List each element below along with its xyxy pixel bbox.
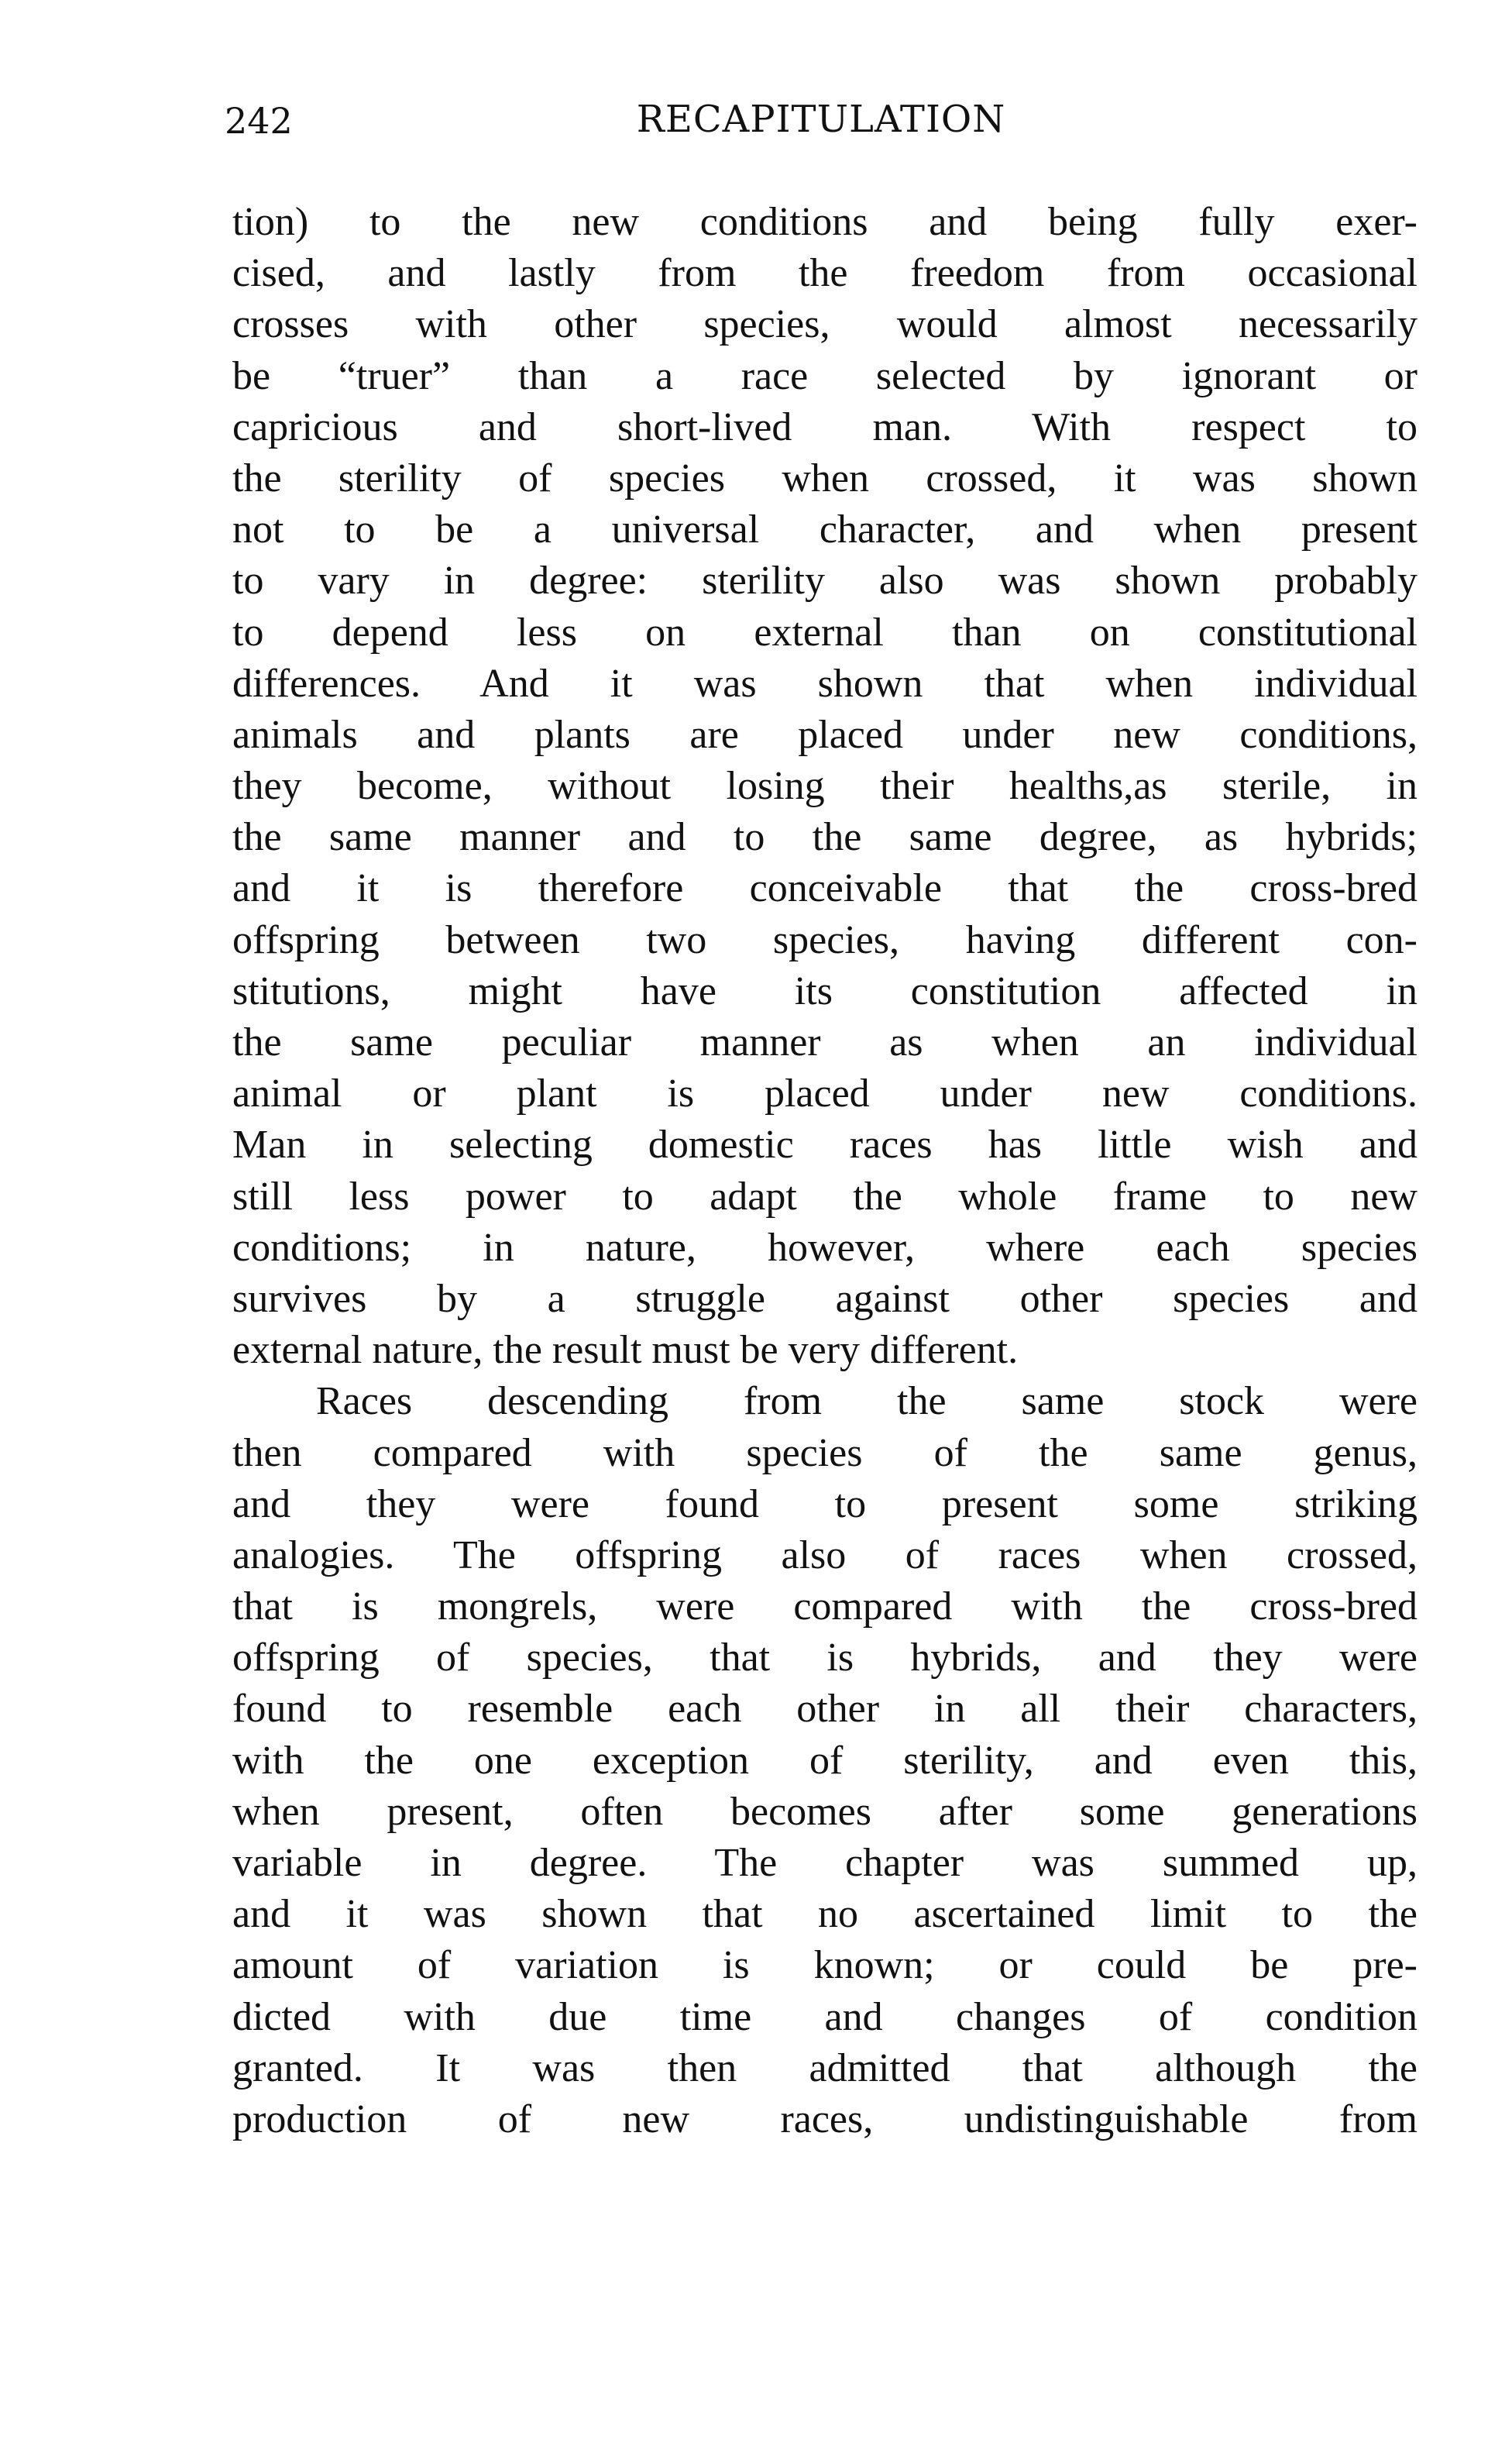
text-line: found to resemble each other in all their characters, bbox=[232, 1687, 1418, 1732]
text-line: the sterility of species when crossed, it was shown bbox=[232, 456, 1418, 500]
text-line: stitutions, might have its constitution affected in bbox=[232, 968, 1418, 1013]
text-line: the same manner and to the same degree, as hybrids; bbox=[232, 815, 1418, 860]
running-head: RECAPITULATION bbox=[636, 98, 1006, 141]
text-line: variable in degree. The chapter was summed up, bbox=[232, 1841, 1418, 1885]
text-line: and they were found to present some striking bbox=[232, 1481, 1418, 1526]
text-line: the same peculiar manner as when an individual bbox=[232, 1020, 1418, 1065]
page-header bbox=[225, 93, 1418, 155]
text-line: still less power to adapt the whole frame to new bbox=[232, 1174, 1418, 1219]
text-line: crosses with other species, would almost necessarily bbox=[232, 302, 1418, 347]
text-line: conditions; in nature, however, where each species bbox=[232, 1225, 1418, 1270]
text-line: animal or plant is placed under new conditions. bbox=[232, 1071, 1418, 1116]
text-line: and it was shown that no ascertained limit to the bbox=[232, 1892, 1418, 1937]
body-text bbox=[232, 197, 1418, 2145]
text-line: to depend less on external than on constitutional bbox=[232, 610, 1418, 655]
text-line: then compared with species of the same genus, bbox=[232, 1430, 1418, 1475]
text-line: analogies. The offspring also of races when crossed, bbox=[232, 1532, 1418, 1577]
text-line: animals and plants are placed under new conditions, bbox=[232, 712, 1418, 757]
text-line: to vary in degree: sterility also was shown probably bbox=[232, 559, 1418, 604]
text-line: cised, and lastly from the freedom from occasional bbox=[232, 251, 1418, 296]
text-line: dicted with due time and changes of condition bbox=[232, 1994, 1418, 2039]
paragraph-start-line: Races descending from the same stock were bbox=[316, 1379, 1418, 1424]
text-line: when present, often becomes after some generations bbox=[232, 1789, 1418, 1834]
text-line: granted. It was then admitted that although the bbox=[232, 2045, 1418, 2090]
text-line: offspring between two species, having different con- bbox=[232, 917, 1418, 962]
text-line: they become, without losing their healths,as sterile, in bbox=[232, 764, 1418, 809]
text-line: not to be a universal character, and when present bbox=[232, 507, 1418, 552]
text-line: with the one exception of sterility, and even this, bbox=[232, 1738, 1418, 1783]
text-line: be “truer” than a race selected by ignorant or bbox=[232, 353, 1418, 398]
text-line: Man in selecting domestic races has little wish and bbox=[232, 1123, 1418, 1168]
text-line: capricious and short-lived man. With respect to bbox=[232, 404, 1418, 449]
text-line: and it is therefore conceivable that the cross-bred bbox=[232, 866, 1418, 911]
text-line: amount of variation is known; or could be pre- bbox=[232, 1943, 1418, 1988]
text-line: offspring of species, that is hybrids, and they were bbox=[232, 1636, 1418, 1680]
text-line: survives by a struggle against other species and bbox=[232, 1276, 1418, 1321]
page-number: 242 bbox=[225, 100, 293, 142]
paragraph-end-line: external nature, the result must be very different. bbox=[232, 1328, 1019, 1373]
text-line: that is mongrels, were compared with the cross-bred bbox=[232, 1584, 1418, 1629]
text-line: differences. And it was shown that when individual bbox=[232, 661, 1418, 706]
text-line: tion) to the new conditions and being fully exer- bbox=[232, 200, 1418, 244]
text-line: production of new races, undistinguishable from bbox=[232, 2097, 1418, 2141]
